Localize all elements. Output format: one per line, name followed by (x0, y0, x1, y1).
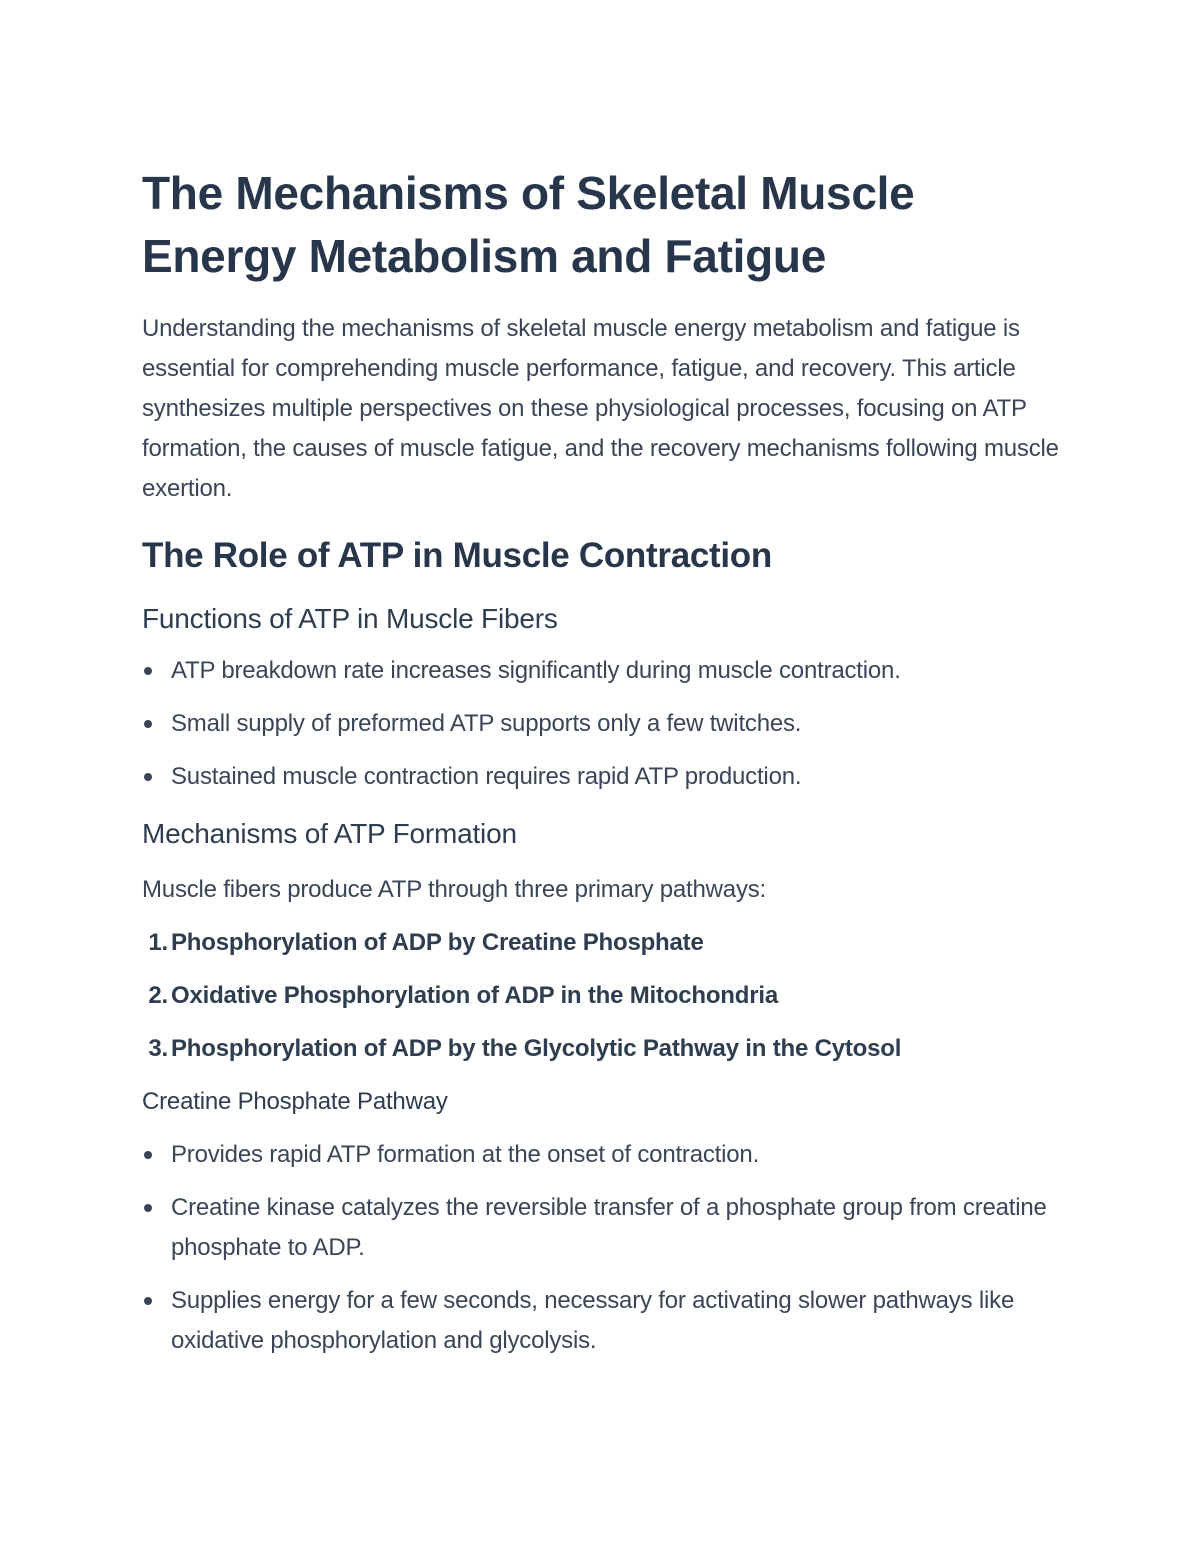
list-item (142, 1029, 1062, 1069)
bullet-icon (144, 720, 152, 728)
list-item (142, 757, 1062, 797)
list-item-text: Sustained muscle contraction requires rapid ATP production. (171, 763, 802, 790)
subheading-atp-formation: Mechanisms of ATP Formation (142, 818, 517, 849)
list-item (142, 651, 1062, 691)
atp-pathways-list (142, 923, 1062, 1069)
section-heading-atp-role: The Role of ATP in Muscle Contraction (142, 536, 772, 575)
article (142, 162, 1062, 1361)
list-item (142, 1135, 1062, 1175)
list-number: 1. (148, 929, 168, 956)
bullet-icon (144, 1151, 152, 1159)
list-item (142, 1188, 1062, 1268)
creatine-pathway-list (142, 1135, 1062, 1361)
subheading-creatine-pathway: Creatine Phosphate Pathway (142, 1088, 448, 1115)
pathways-lead: Muscle fibers produce ATP through three primary pathways: (142, 876, 767, 903)
list-item-text: Oxidative Phosphorylation of ADP in the Mitochondria (171, 982, 778, 1009)
list-item (142, 976, 1062, 1016)
subheading-atp-functions: Functions of ATP in Muscle Fibers (142, 603, 558, 634)
list-number: 2. (148, 982, 168, 1009)
list-item-text: Small supply of preformed ATP supports only a few twitches. (171, 710, 802, 737)
list-number: 3. (148, 1035, 168, 1062)
list-item-text: Phosphorylation of ADP by the Glycolytic Pathway in the Cytosol (171, 1035, 902, 1062)
list-item (142, 704, 1062, 744)
bullet-icon (144, 667, 152, 675)
atp-functions-list (142, 651, 1062, 797)
list-item-text: Phosphorylation of ADP by Creatine Phosphate (171, 929, 704, 956)
bullet-icon (144, 773, 152, 781)
list-item-text: Supplies energy for a few seconds, necessary for activating slower pathways like oxidative phosphorylation and glycolysis. (171, 1287, 1015, 1354)
bullet-icon (144, 1297, 152, 1305)
intro-paragraph: Understanding the mechanisms of skeletal muscle energy metabolism and fatigue is essential for comprehending muscle performance, fatigue, and recovery. This article synthesizes multiple perspectives on these physiological processes, focusing on ATP formation, the causes of muscle fatigue, and the recovery mechanisms following muscle exertion. (142, 315, 1059, 502)
list-item-text: Provides rapid ATP formation at the onset of contraction. (171, 1141, 760, 1168)
list-item (142, 923, 1062, 963)
list-item (142, 1281, 1062, 1361)
list-item-text: Creatine kinase catalyzes the reversible transfer of a phosphate group from creatine phosphate to ADP. (171, 1194, 1047, 1261)
bullet-icon (144, 1204, 152, 1212)
article-title: The Mechanisms of Skeletal Muscle Energy Metabolism and Fatigue (142, 167, 915, 282)
list-item-text: ATP breakdown rate increases significantly during muscle contraction. (171, 657, 901, 684)
